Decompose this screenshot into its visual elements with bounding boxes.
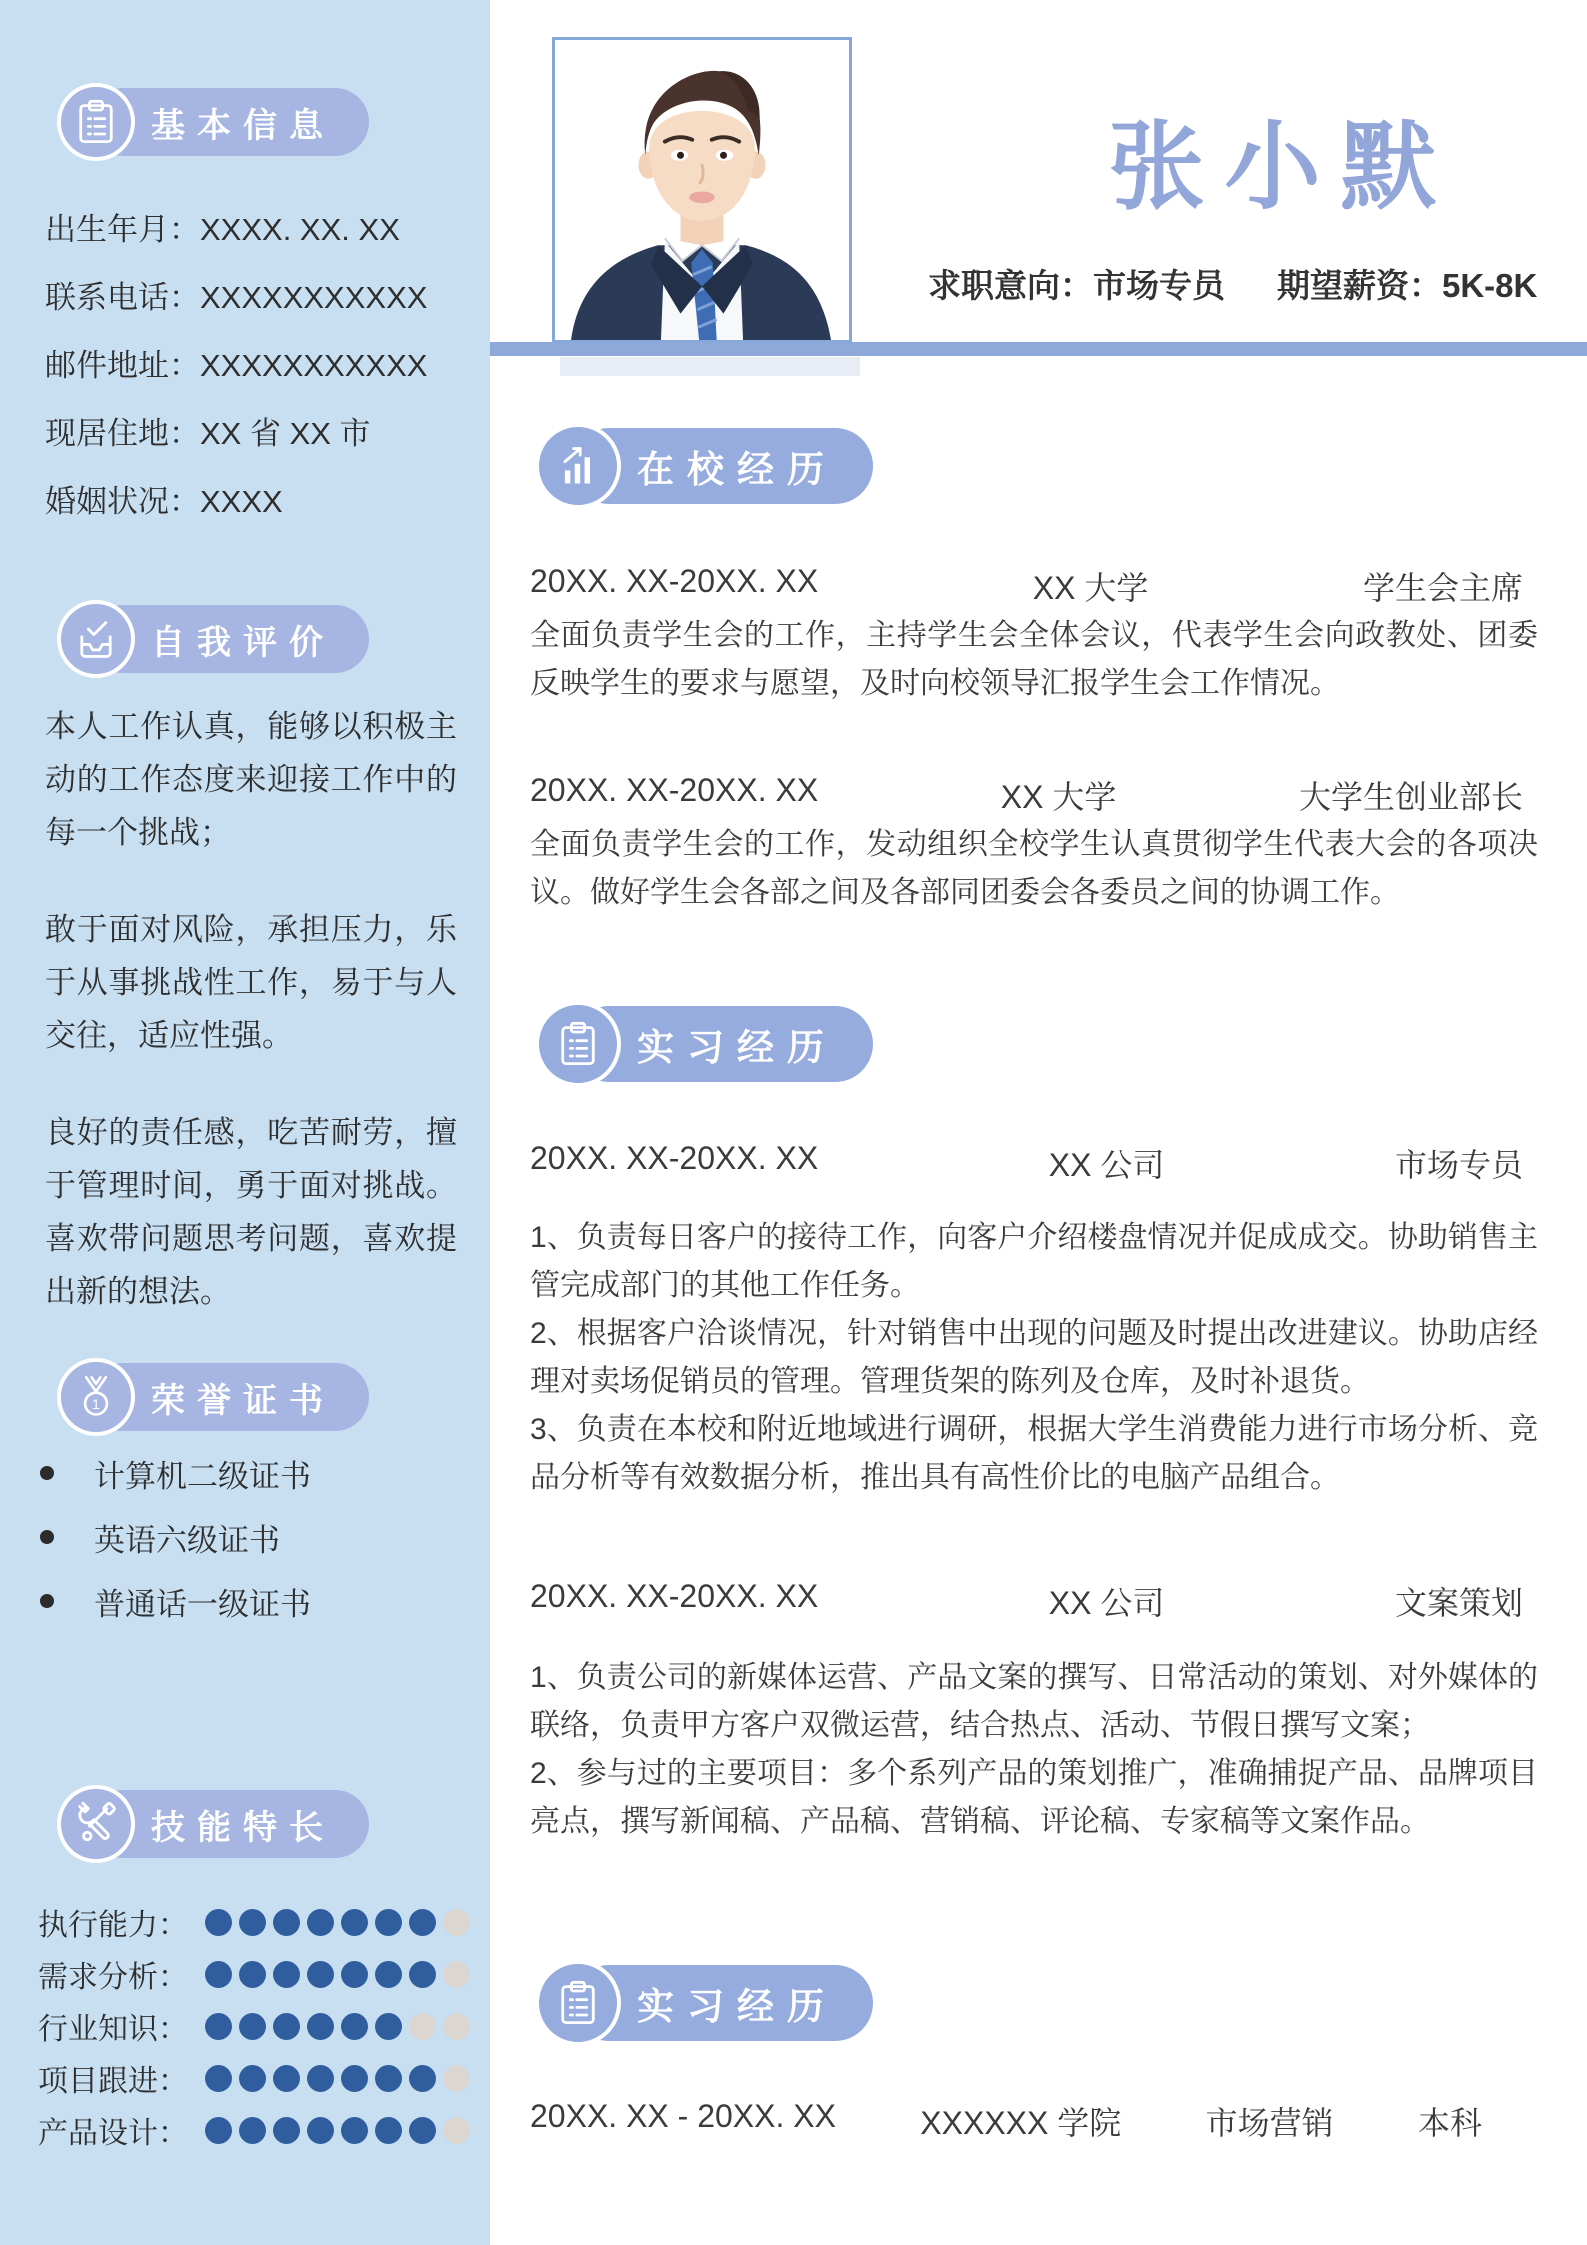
skill-dot-filled [205,1909,232,1936]
self-evaluation-paragraph: 良好的责任感，吃苦耐劳，擅于管理时间，勇于面对挑战。喜欢带问题思考问题，喜欢提出新的想法。 [45,1115,457,1309]
list-item [40,1516,460,1558]
school-entry-desc [530,821,1538,917]
field-label: 出生年月： [45,212,200,247]
education-school: XXXXXX 学院 [920,2105,1122,2141]
skill-dot-filled [239,2013,266,2040]
skill-dots [205,1961,477,1988]
field-value: XXXXXXXXXXX [200,348,428,383]
medal-icon [57,1358,135,1436]
skill-dot-filled [409,2065,436,2092]
field-value: XX 省 XX 市 [200,416,371,451]
entry-list-item: 2、参与过的主要项目：多个系列产品的策划推广，准确捕捉产品、品牌项目亮点，撰写新闻稿、产品稿、营销稿、评论稿、专家稿等文案作品。 [530,1757,1538,1838]
accent-divider-bar [490,342,1587,356]
sidebar [0,0,490,2245]
field-value: XXXX. XX. XX [200,212,400,247]
entry-role: 文案策划 [1394,1585,1523,1621]
honors-list [40,1452,460,1644]
entry-paragraph: 全面负责学生会的工作，主持学生会全体会议，代表学生会向政教处、团委反映学生的要求与愿望，及时向校领导汇报学生会工作情况。 [530,619,1538,700]
clipboard-icon [535,1001,621,1087]
clipboard-icon [57,83,135,161]
section-title-internship: 实习经历 [571,1006,873,1082]
skill-dot-filled [273,2117,300,2144]
section-title-education: 实习经历 [571,1965,873,2041]
skill-dot-filled [375,1961,402,1988]
field-value: XXXXXXXXXXX [200,280,428,315]
field-label: 婚姻状况： [45,484,200,519]
section-header-basic-info [57,83,369,161]
entry-org: XX 大学 [1000,779,1117,815]
skill-dot-filled [341,2117,368,2144]
honor-text: 英语六级证书 [94,1522,280,1558]
skill-label: 产品设计： [38,2117,188,2150]
skill-label: 需求分析： [38,1961,188,1994]
skill-dot-filled [273,1961,300,1988]
self-evaluation-paragraph: 本人工作认真，能够以积极主动的工作态度来迎接工作中的每一个挑战； [45,709,457,850]
section-header-self-evaluation [57,600,369,678]
skill-label: 执行能力： [38,1909,188,1942]
section-title-self-evaluation: 自我评价 [89,605,369,673]
skill-dot-filled [307,2013,334,2040]
skill-dot-filled [341,2065,368,2092]
bullet-dot [40,1466,54,1480]
education-row [530,2098,1482,2144]
main-column [490,0,1587,2245]
entry-date: 20XX. XX-20XX. XX [530,1140,819,1176]
section-title-skills: 技能特长 [89,1790,369,1858]
skill-dot-filled [239,2117,266,2144]
skill-dot-filled [239,2065,266,2092]
photo-shadow-strip [560,357,860,376]
entry-paragraph: 全面负责学生会的工作，发动组织全校学生认真贯彻学生代表大会的各项决议。做好学生会各部之间及各部同团委会各委员之间的协调工作。 [530,828,1538,909]
entry-org: XX 公司 [1048,1147,1165,1183]
entry-list-item: 1、负责每日客户的接待工作，向客户介绍楼盘情况并促成成交。协助销售主管完成部门的其他工作任务。 [530,1221,1538,1302]
field-marital [45,476,465,521]
field-birth [45,204,465,249]
skills-list [38,1896,478,2156]
field-label: 邮件地址： [45,348,200,383]
section-title-honors: 荣誉证书 [89,1363,369,1431]
skill-dots [205,2065,477,2092]
skill-row [38,2000,478,2052]
self-evaluation-paragraph: 敢于面对风险，承担压力，乐于从事挑战性工作，易于与人交往，适应性强。 [45,912,457,1053]
skill-dot-filled [239,1961,266,1988]
bullet-dot [40,1530,54,1544]
education-degree: 本科 [1417,2105,1482,2141]
section-header-internship [535,1001,873,1087]
skill-dots [205,2117,477,2144]
self-evaluation-text [45,700,457,1362]
skill-dot-filled [307,2117,334,2144]
skill-dot-filled [375,2117,402,2144]
profile-photo [552,37,852,343]
entry-list-item: 2、根据客户洽谈情况，针对销售中出现的问题及时提出改进建议。协助店经理对卖场促销员的管理。管理货架的陈列及仓库，及时补退货。 [530,1317,1538,1398]
section-header-honors [57,1358,369,1436]
entry-date: 20XX. XX - 20XX. XX [530,2098,836,2134]
skill-dot-empty [443,1961,470,1988]
section-header-skills [57,1785,369,1863]
honor-text: 普通话一级证书 [94,1586,311,1622]
skill-dot-filled [307,1961,334,1988]
skill-row [38,2104,478,2156]
bar-chart-icon [535,423,621,509]
internship-entry-heading [530,1140,1523,1186]
job-intent-line [928,260,1568,307]
skill-dot-empty [443,2117,470,2144]
skill-dot-filled [341,1909,368,1936]
school-entry-heading [530,772,1523,818]
skill-dot-filled [273,2013,300,2040]
entry-date: 20XX. XX-20XX. XX [530,563,819,599]
skill-row [38,2052,478,2104]
portrait-illustration [555,40,849,340]
skill-row [38,1948,478,2000]
skill-dot-filled [205,2117,232,2144]
skill-dot-filled [341,1961,368,1988]
entry-list-item: 3、负责在本校和附近地域进行调研，根据大学生消费能力进行市场分析、竞品分析等有效数据分析，推出具有高性价比的电脑产品组合。 [530,1413,1538,1494]
field-email [45,340,465,385]
field-phone [45,272,465,317]
skill-dot-filled [409,1961,436,1988]
skill-dot-filled [307,2065,334,2092]
school-entry-heading [530,563,1523,609]
entry-list-item: 1、负责公司的新媒体运营、产品文案的撰写、日常活动的策划、对外媒体的联络，负责甲方客户双微运营，结合热点、活动、节假日撰写文案； [530,1661,1538,1742]
skill-dot-filled [273,2065,300,2092]
skill-dot-filled [375,2065,402,2092]
education-major: 市场营销 [1205,2105,1334,2141]
entry-role: 学生会主席 [1362,570,1523,606]
internship-entry-desc [530,1214,1538,1502]
entry-org: XX 公司 [1048,1585,1165,1621]
skill-dot-filled [205,1961,232,1988]
skill-dot-filled [375,1909,402,1936]
field-address [45,408,465,453]
skill-dot-filled [409,2117,436,2144]
field-label: 联系电话： [45,280,200,315]
skill-dot-filled [205,2065,232,2092]
candidate-name: 张小默 [1108,114,1457,221]
entry-org: XX 大学 [1032,570,1149,606]
entry-role: 大学生创业部长 [1298,779,1523,815]
skill-dot-empty [443,1909,470,1936]
skill-dots [205,1909,477,1936]
inbox-check-icon [57,600,135,678]
skill-dot-filled [239,1909,266,1936]
skill-dot-filled [409,1909,436,1936]
section-header-school [535,423,873,509]
skill-label: 行业知识： [38,2013,188,2046]
skill-dot-empty [443,2013,470,2040]
field-label: 现居住地： [45,416,200,451]
skill-dot-filled [341,2013,368,2040]
list-item [40,1452,460,1494]
school-entry-desc [530,612,1538,708]
internship-entry-heading [530,1578,1523,1624]
skill-dot-filled [375,2013,402,2040]
skill-dot-filled [307,1909,334,1936]
svg-text:1: 1 [92,1397,100,1413]
list-item [40,1580,460,1622]
skill-row [38,1896,478,1948]
clipboard-icon [535,1960,621,2046]
skill-dot-filled [273,1909,300,1936]
expected-salary: 期望薪资：5K-8K [1277,267,1538,304]
entry-date: 20XX. XX-20XX. XX [530,1578,819,1614]
bullet-dot [40,1594,54,1608]
tools-icon [57,1785,135,1863]
skill-label: 项目跟进： [38,2065,188,2098]
field-value: XXXX [200,484,283,519]
skill-dot-filled [205,2013,232,2040]
internship-entry-desc [530,1654,1538,1846]
entry-date: 20XX. XX-20XX. XX [530,772,819,808]
section-title-school: 在校经历 [571,428,873,504]
section-header-education [535,1960,873,2046]
skill-dots [205,2013,477,2040]
skill-dot-empty [409,2013,436,2040]
entry-role: 市场专员 [1394,1147,1523,1183]
section-title-basic-info: 基本信息 [89,88,369,156]
honor-text: 计算机二级证书 [94,1458,311,1494]
skill-dot-empty [443,2065,470,2092]
job-intent: 求职意向：市场专员 [928,267,1225,304]
